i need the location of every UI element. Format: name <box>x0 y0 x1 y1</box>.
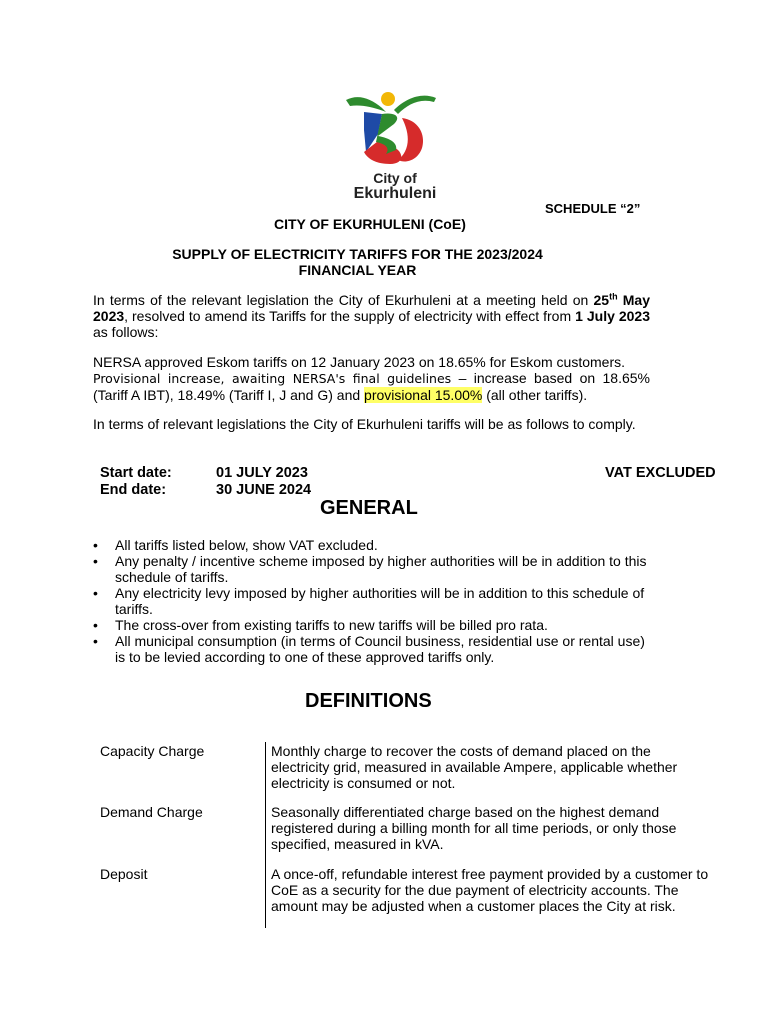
definition-term: Deposit <box>100 866 148 882</box>
document-title-line2: FINANCIAL YEAR <box>298 262 417 278</box>
meeting-day: 25 <box>593 292 610 308</box>
logo-text-line1: City of <box>373 170 417 186</box>
general-heading: GENERAL <box>320 497 418 519</box>
logo-text-line2: Ekurhuleni <box>353 185 437 202</box>
general-list <box>93 537 653 665</box>
definition-text: Monthly charge to recover the costs of demand placed on the electricity grid, measured in available Ampere, applicable whether electricity is consumed or not. <box>271 743 678 791</box>
ekurhuleni-emblem-icon <box>342 90 448 202</box>
intro-paragraph-3: In terms of relevant legislations the City of Ekurhuleni tariffs will be as follows to comply. <box>93 416 636 432</box>
list-item: • Any penalty / incentive scheme imposed by higher authorities will be in addition to this schedule of tariffs. <box>93 553 653 585</box>
provisional-increase-text: Provisional increase, awaiting NERSA's final guidelines <box>93 371 452 386</box>
city-of-ekurhuleni-logo <box>342 90 448 202</box>
definitions-divider <box>265 742 266 928</box>
effective-date: 1 July 2023 <box>575 308 651 324</box>
intro-paragraph-2 <box>93 354 650 403</box>
list-item: • All municipal consumption (in terms of Council business, residential use or rental use) is to be levied according to one of these approved tariffs only. <box>93 633 653 665</box>
end-date-label: End date: <box>100 482 167 498</box>
date-labels <box>100 465 172 499</box>
intro-p1-text-c: as follows: <box>93 324 159 340</box>
increase-details-end: (all other tariffs). <box>482 387 588 403</box>
start-date-value: 01 JULY 2023 <box>216 465 308 481</box>
list-item: • All tariffs listed below, show VAT excluded. <box>93 537 653 553</box>
start-date-label: Start date: <box>100 465 172 481</box>
meeting-day-suffix: th <box>609 291 618 302</box>
meeting-month: May 2023 <box>93 292 651 324</box>
list-item: • The cross-over from existing tariffs to new tariffs will be billed pro rata. <box>93 617 653 633</box>
intro-p1-text-a: In terms of the relevant legislation the City of Ekurhuleni at a meeting held on <box>93 292 594 308</box>
intro-p1-text-b: , resolved to amend its Tariffs for the supply of electricity with effect from <box>124 308 576 324</box>
date-values <box>216 465 311 499</box>
intro-paragraph-1 <box>93 292 650 340</box>
document-title <box>160 246 555 278</box>
definitions-heading: DEFINITIONS <box>305 690 432 712</box>
definition-text: Seasonally differentiated charge based on the highest demand registered during a billing month for all time periods, or only those specified, measured in kVA. <box>271 804 677 852</box>
organisation-title: CITY OF EKURHULENI (CoE) <box>274 216 466 232</box>
end-date-value: 30 JUNE 2024 <box>216 482 312 498</box>
definition-term: Capacity Charge <box>100 743 205 759</box>
document-title-line1: SUPPLY OF ELECTRICITY TARIFFS FOR THE 2023/2024 <box>172 246 543 262</box>
definition-text: A once-off, refundable interest free payment provided by a customer to CoE as a security for the due payment of electricity accounts. The amount may be adjusted when a customer places the City at risk. <box>271 866 709 914</box>
highlighted-provisional-rate: provisional 15.00% <box>364 387 483 403</box>
definition-term: Demand Charge <box>100 804 203 820</box>
list-item: • Any electricity levy imposed by higher authorities will be in addition to this schedule of tariffs. <box>93 585 653 617</box>
schedule-label: SCHEDULE “2” <box>545 201 641 216</box>
nersa-approval-line: NERSA approved Eskom tariffs on 12 January 2023 on 18.65% for Eskom customers. <box>93 354 626 370</box>
increase-details-text: – increase based on 18.65% (Tariff A IBT), 18.49% (Tariff I, J and G) and <box>93 370 650 403</box>
vat-excluded-label: VAT EXCLUDED <box>605 465 716 481</box>
